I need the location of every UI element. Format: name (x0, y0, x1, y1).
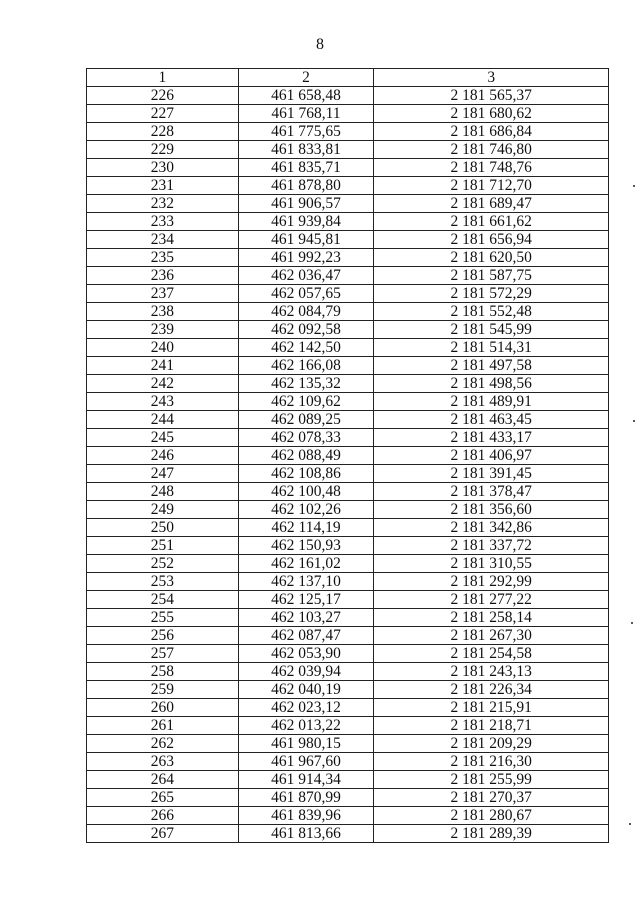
y-coordinate-cell: 2 181 243,13 (374, 663, 609, 681)
point-number-cell: 235 (87, 249, 239, 267)
y-coordinate-cell: 2 181 498,56 (374, 375, 609, 393)
y-coordinate-cell: 2 181 463,45 (374, 411, 609, 429)
point-number-cell: 228 (87, 123, 239, 141)
table-row (87, 807, 609, 825)
y-coordinate-cell: 2 181 289,39 (374, 825, 609, 843)
column-header-2: 2 (238, 69, 374, 87)
x-coordinate-cell: 461 768,11 (238, 105, 374, 123)
x-coordinate-cell: 461 839,96 (238, 807, 374, 825)
y-coordinate-cell: 2 181 337,72 (374, 537, 609, 555)
x-coordinate-cell: 462 103,27 (238, 609, 374, 627)
table-row (87, 141, 609, 159)
point-number-cell: 260 (87, 699, 239, 717)
x-coordinate-cell: 461 967,60 (238, 753, 374, 771)
x-coordinate-cell: 462 125,17 (238, 591, 374, 609)
x-coordinate-cell: 462 084,79 (238, 303, 374, 321)
point-number-cell: 264 (87, 771, 239, 789)
x-coordinate-cell: 461 945,81 (238, 231, 374, 249)
point-number-cell: 259 (87, 681, 239, 699)
table-row (87, 231, 609, 249)
table-row (87, 573, 609, 591)
table-row (87, 105, 609, 123)
page-number: 8 (316, 36, 324, 53)
x-coordinate-cell: 462 089,25 (238, 411, 374, 429)
y-coordinate-cell: 2 181 572,29 (374, 285, 609, 303)
point-number-cell: 229 (87, 141, 239, 159)
y-coordinate-cell: 2 181 406,97 (374, 447, 609, 465)
point-number-cell: 261 (87, 717, 239, 735)
table-row (87, 411, 609, 429)
point-number-cell: 227 (87, 105, 239, 123)
table-row (87, 321, 609, 339)
point-number-cell: 258 (87, 663, 239, 681)
y-coordinate-cell: 2 181 391,45 (374, 465, 609, 483)
y-coordinate-cell: 2 181 661,62 (374, 213, 609, 231)
point-number-cell: 254 (87, 591, 239, 609)
table-row (87, 123, 609, 141)
point-number-cell: 256 (87, 627, 239, 645)
table-row (87, 195, 609, 213)
table-row (87, 717, 609, 735)
x-coordinate-cell: 462 057,65 (238, 285, 374, 303)
x-coordinate-cell: 461 835,71 (238, 159, 374, 177)
y-coordinate-cell: 2 181 552,48 (374, 303, 609, 321)
y-coordinate-cell: 2 181 746,80 (374, 141, 609, 159)
y-coordinate-cell: 2 181 258,14 (374, 609, 609, 627)
point-number-cell: 226 (87, 87, 239, 105)
x-coordinate-cell: 461 878,80 (238, 177, 374, 195)
table-row (87, 627, 609, 645)
table-row (87, 357, 609, 375)
point-number-cell: 242 (87, 375, 239, 393)
scan-speck (631, 622, 633, 624)
x-coordinate-cell: 461 992,23 (238, 249, 374, 267)
y-coordinate-cell: 2 181 254,58 (374, 645, 609, 663)
point-number-cell: 266 (87, 807, 239, 825)
table-row (87, 393, 609, 411)
y-coordinate-cell: 2 181 656,94 (374, 231, 609, 249)
table-row (87, 465, 609, 483)
table-row (87, 519, 609, 537)
point-number-cell: 247 (87, 465, 239, 483)
table-row (87, 87, 609, 105)
table-row (87, 267, 609, 285)
table-row (87, 555, 609, 573)
point-number-cell: 250 (87, 519, 239, 537)
y-coordinate-cell: 2 181 748,76 (374, 159, 609, 177)
x-coordinate-cell: 462 036,47 (238, 267, 374, 285)
point-number-cell: 231 (87, 177, 239, 195)
table-row (87, 609, 609, 627)
x-coordinate-cell: 462 109,62 (238, 393, 374, 411)
x-coordinate-cell: 461 906,57 (238, 195, 374, 213)
point-number-cell: 257 (87, 645, 239, 663)
point-number-cell: 252 (87, 555, 239, 573)
x-coordinate-cell: 461 980,15 (238, 735, 374, 753)
x-coordinate-cell: 462 135,32 (238, 375, 374, 393)
scan-speck (633, 185, 635, 187)
table-row (87, 591, 609, 609)
y-coordinate-cell: 2 181 689,47 (374, 195, 609, 213)
point-number-cell: 255 (87, 609, 239, 627)
table-row (87, 537, 609, 555)
table-row (87, 447, 609, 465)
y-coordinate-cell: 2 181 342,86 (374, 519, 609, 537)
y-coordinate-cell: 2 181 712,70 (374, 177, 609, 195)
point-number-cell: 233 (87, 213, 239, 231)
table-row (87, 735, 609, 753)
table-row (87, 429, 609, 447)
column-header-3: 3 (374, 69, 609, 87)
y-coordinate-cell: 2 181 267,30 (374, 627, 609, 645)
x-coordinate-cell: 461 833,81 (238, 141, 374, 159)
point-number-cell: 251 (87, 537, 239, 555)
x-coordinate-cell: 462 053,90 (238, 645, 374, 663)
point-number-cell: 248 (87, 483, 239, 501)
x-coordinate-cell: 462 150,93 (238, 537, 374, 555)
table-row (87, 177, 609, 195)
point-number-cell: 249 (87, 501, 239, 519)
table-row (87, 645, 609, 663)
x-coordinate-cell: 462 114,19 (238, 519, 374, 537)
point-number-cell: 267 (87, 825, 239, 843)
table-row (87, 375, 609, 393)
table-body (87, 87, 609, 843)
x-coordinate-cell: 462 102,26 (238, 501, 374, 519)
x-coordinate-cell: 462 013,22 (238, 717, 374, 735)
table-row (87, 681, 609, 699)
x-coordinate-cell: 462 040,19 (238, 681, 374, 699)
point-number-cell: 245 (87, 429, 239, 447)
x-coordinate-cell: 461 914,34 (238, 771, 374, 789)
table-row (87, 303, 609, 321)
y-coordinate-cell: 2 181 218,71 (374, 717, 609, 735)
x-coordinate-cell: 462 108,86 (238, 465, 374, 483)
y-coordinate-cell: 2 181 277,22 (374, 591, 609, 609)
table-row (87, 663, 609, 681)
x-coordinate-cell: 461 939,84 (238, 213, 374, 231)
y-coordinate-cell: 2 181 680,62 (374, 105, 609, 123)
point-number-cell: 263 (87, 753, 239, 771)
y-coordinate-cell: 2 181 497,58 (374, 357, 609, 375)
y-coordinate-cell: 2 181 514,31 (374, 339, 609, 357)
point-number-cell: 240 (87, 339, 239, 357)
table-row (87, 339, 609, 357)
x-coordinate-cell: 462 092,58 (238, 321, 374, 339)
y-coordinate-cell: 2 181 270,37 (374, 789, 609, 807)
x-coordinate-cell: 462 161,02 (238, 555, 374, 573)
x-coordinate-cell: 462 087,47 (238, 627, 374, 645)
y-coordinate-cell: 2 181 433,17 (374, 429, 609, 447)
table-row (87, 501, 609, 519)
y-coordinate-cell: 2 181 280,67 (374, 807, 609, 825)
y-coordinate-cell: 2 181 545,99 (374, 321, 609, 339)
table-row (87, 159, 609, 177)
point-number-cell: 241 (87, 357, 239, 375)
table-row (87, 285, 609, 303)
x-coordinate-cell: 462 039,94 (238, 663, 374, 681)
x-coordinate-cell: 461 813,66 (238, 825, 374, 843)
point-number-cell: 262 (87, 735, 239, 753)
y-coordinate-cell: 2 181 620,50 (374, 249, 609, 267)
point-number-cell: 238 (87, 303, 239, 321)
y-coordinate-cell: 2 181 489,91 (374, 393, 609, 411)
table-row (87, 753, 609, 771)
x-coordinate-cell: 462 088,49 (238, 447, 374, 465)
x-coordinate-cell: 462 142,50 (238, 339, 374, 357)
x-coordinate-cell: 462 100,48 (238, 483, 374, 501)
column-header-1: 1 (87, 69, 239, 87)
x-coordinate-cell: 462 137,10 (238, 573, 374, 591)
y-coordinate-cell: 2 181 686,84 (374, 123, 609, 141)
y-coordinate-cell: 2 181 215,91 (374, 699, 609, 717)
table-row (87, 825, 609, 843)
point-number-cell: 253 (87, 573, 239, 591)
table-row (87, 249, 609, 267)
point-number-cell: 234 (87, 231, 239, 249)
x-coordinate-cell: 461 870,99 (238, 789, 374, 807)
x-coordinate-cell: 461 658,48 (238, 87, 374, 105)
y-coordinate-cell: 2 181 356,60 (374, 501, 609, 519)
y-coordinate-cell: 2 181 310,55 (374, 555, 609, 573)
point-number-cell: 265 (87, 789, 239, 807)
y-coordinate-cell: 2 181 226,34 (374, 681, 609, 699)
scan-speck (633, 420, 635, 422)
table-row (87, 213, 609, 231)
y-coordinate-cell: 2 181 255,99 (374, 771, 609, 789)
table-header-row (87, 69, 609, 87)
table-row (87, 789, 609, 807)
table-row (87, 699, 609, 717)
y-coordinate-cell: 2 181 209,29 (374, 735, 609, 753)
y-coordinate-cell: 2 181 292,99 (374, 573, 609, 591)
coordinates-table (86, 68, 609, 843)
point-number-cell: 230 (87, 159, 239, 177)
point-number-cell: 237 (87, 285, 239, 303)
x-coordinate-cell: 461 775,65 (238, 123, 374, 141)
x-coordinate-cell: 462 078,33 (238, 429, 374, 447)
scan-speck (629, 823, 631, 825)
y-coordinate-cell: 2 181 565,37 (374, 87, 609, 105)
x-coordinate-cell: 462 023,12 (238, 699, 374, 717)
y-coordinate-cell: 2 181 587,75 (374, 267, 609, 285)
x-coordinate-cell: 462 166,08 (238, 357, 374, 375)
point-number-cell: 246 (87, 447, 239, 465)
point-number-cell: 239 (87, 321, 239, 339)
table-row (87, 771, 609, 789)
y-coordinate-cell: 2 181 378,47 (374, 483, 609, 501)
point-number-cell: 243 (87, 393, 239, 411)
point-number-cell: 236 (87, 267, 239, 285)
point-number-cell: 244 (87, 411, 239, 429)
y-coordinate-cell: 2 181 216,30 (374, 753, 609, 771)
table-row (87, 483, 609, 501)
point-number-cell: 232 (87, 195, 239, 213)
